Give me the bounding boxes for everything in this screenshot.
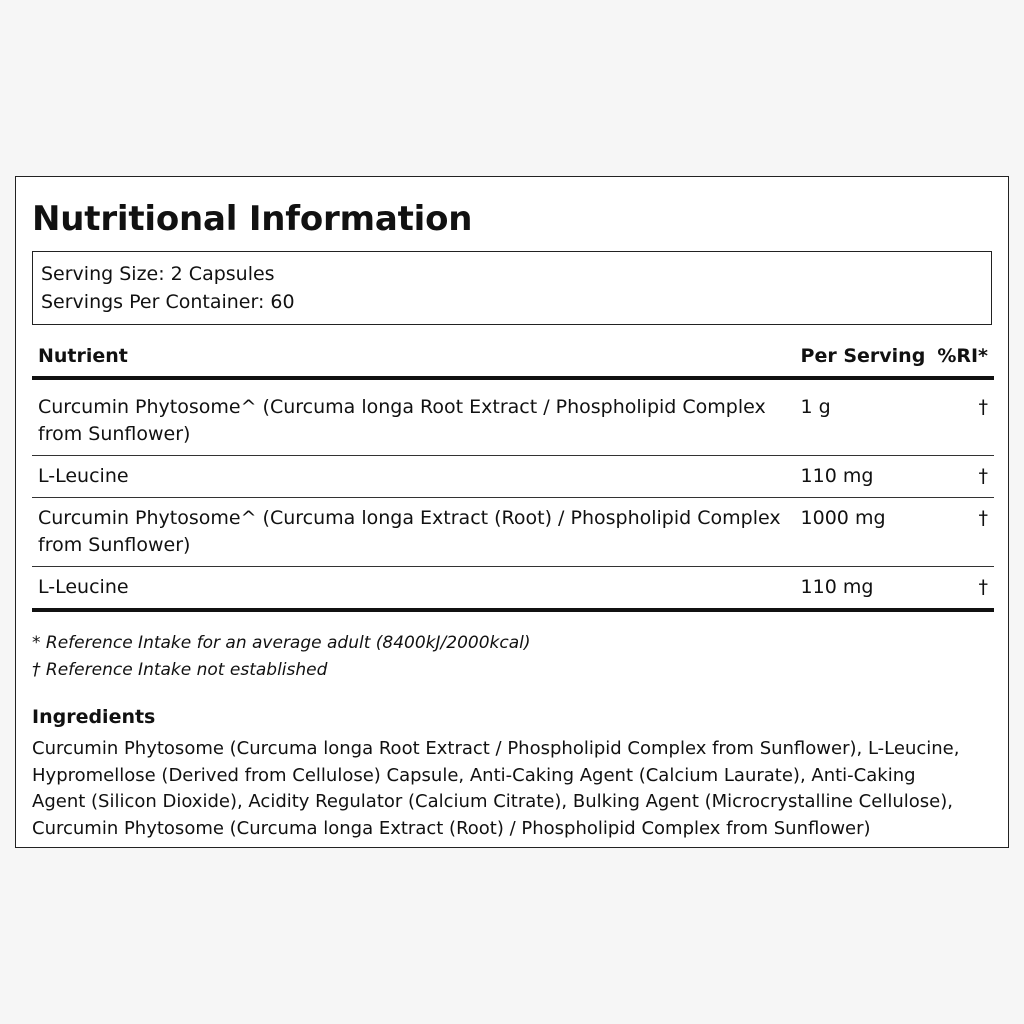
table-row (32, 498, 994, 567)
row-ri: † (931, 456, 994, 498)
row-nutrient: Curcumin Phytosome^ (Curcuma longa Extract (Root) / Phospholipid Complex from Sunflower) (32, 498, 795, 567)
footnote-not-established: † Reference Intake not established (32, 660, 328, 680)
panel-title: Nutritional Information (32, 199, 473, 239)
ingredients-heading: Ingredients (32, 706, 156, 728)
row-nutrient: Curcumin Phytosome^ (Curcuma longa Root Extract / Phospholipid Complex from Sunflower) (32, 378, 795, 456)
row-ri: † (931, 498, 994, 567)
footnotes (32, 630, 992, 684)
table-header-row (32, 343, 994, 378)
row-amount: 1 g (795, 378, 932, 456)
row-ri: † (931, 378, 994, 456)
table-row (32, 456, 994, 498)
serving-size: Serving Size: 2 Capsules (41, 263, 275, 285)
nutrition-panel (15, 176, 1009, 848)
row-amount: 1000 mg (795, 498, 932, 567)
row-amount: 110 mg (795, 567, 932, 611)
nutrient-table (32, 343, 994, 612)
footnote-reference-intake: * Reference Intake for an average adult (8400kJ/2000kcal) (32, 633, 531, 653)
header-ri: %RI* (931, 343, 994, 378)
row-amount: 110 mg (795, 456, 932, 498)
servings-per-container: Servings Per Container: 60 (41, 291, 295, 313)
row-nutrient: L-Leucine (32, 567, 795, 611)
ingredients-text: Curcumin Phytosome (Curcuma longa Root Extract / Phospholipid Complex from Sunflower), L-Leucine, Hypromellose (Derived from Cellulose) Capsule, Anti-Caking Agent (Calcium Laurate), Anti-Caking Agent (Silicon Dioxide), Acidity Regulator (Calcium Citrate), Bulking Agent (Microcrystalline Cellulose), Curcumin Phytosome (Curcuma longa Extract (Root) / Phospholipid Complex from Sunflower) (32, 738, 960, 839)
serving-info-box (32, 251, 992, 325)
row-nutrient: L-Leucine (32, 456, 795, 498)
header-nutrient: Nutrient (32, 343, 795, 378)
header-per-serving: Per Serving (795, 343, 932, 378)
table-row (32, 378, 994, 456)
table-row (32, 567, 994, 611)
row-ri: † (931, 567, 994, 611)
